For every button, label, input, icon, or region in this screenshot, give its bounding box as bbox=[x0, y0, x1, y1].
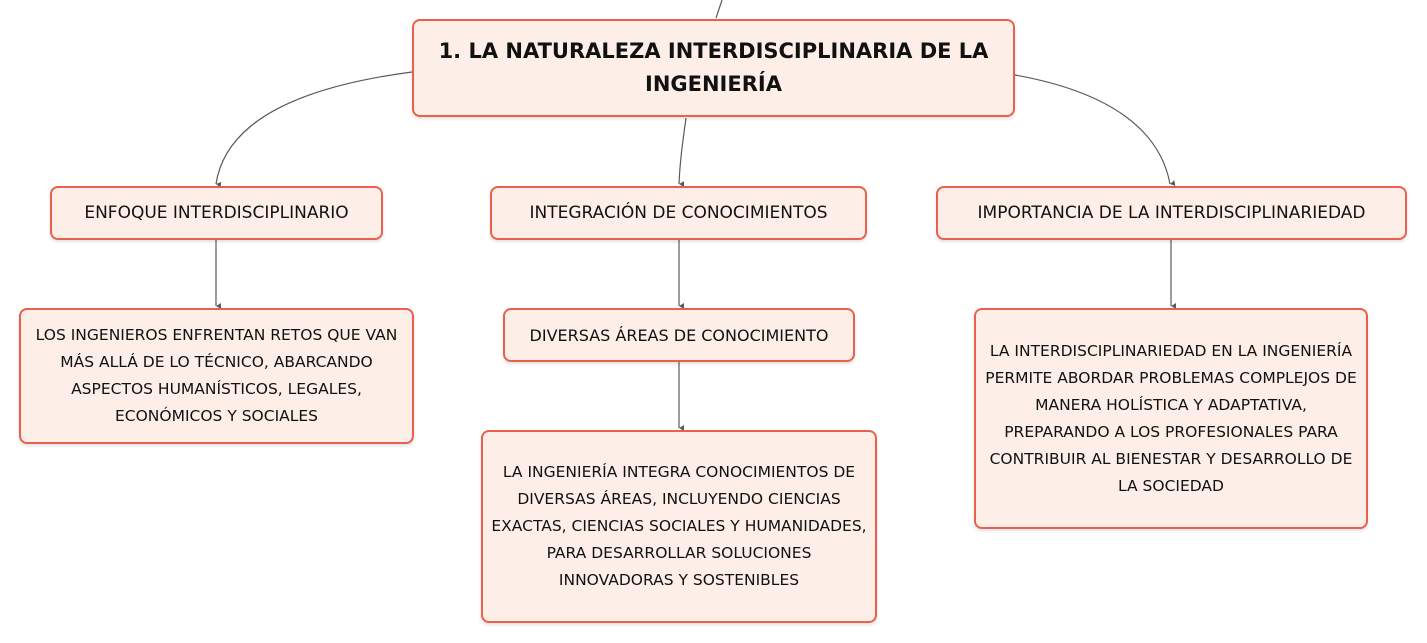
connector-incoming-root bbox=[716, 0, 722, 18]
topic-node-integracion-conocimientos[interactable] bbox=[490, 186, 867, 240]
topic-node-enfoque-interdisciplinario[interactable] bbox=[50, 186, 383, 240]
connector-root-integracion bbox=[679, 118, 686, 184]
subtopic-label: DIVERSAS ÁREAS DE CONOCIMIENTO bbox=[529, 325, 829, 345]
detail-node-integra-conocimientos[interactable] bbox=[481, 430, 877, 623]
detail-node-retos[interactable] bbox=[19, 308, 414, 444]
root-node[interactable] bbox=[412, 19, 1015, 117]
topic-label: ENFOQUE INTERDISCIPLINARIO bbox=[84, 203, 349, 223]
subtopic-node-diversas-areas[interactable] bbox=[503, 308, 855, 362]
detail-text: LA INTERDISCIPLINARIEDAD EN LA INGENIERÍA PERMITE ABORDAR PROBLEMAS COMPLEJOS DE MANERA HOLÍSTICA Y ADAPTATIVA, PREPARANDO A LOS PROFESIONALES PARA CONTRIBUIR AL BIENESTAR Y DESARROLLO DE LA SOCIEDAD bbox=[985, 341, 1357, 495]
topic-label: IMPORTANCIA DE LA INTERDISCIPLINARIEDAD bbox=[977, 203, 1366, 223]
detail-text: LA INGENIERÍA INTEGRA CONOCIMIENTOS DE DIVERSAS ÁREAS, INCLUYENDO CIENCIAS EXACTAS, CIENCIAS SOCIALES Y HUMANIDADES, PARA DESARROLLAR SOLUCIONES INNOVADORAS Y SOSTENIBLES bbox=[491, 463, 867, 589]
topic-node-importancia-interdisciplinariedad[interactable] bbox=[936, 186, 1407, 240]
connector-root-importancia bbox=[1015, 75, 1170, 184]
connector-root-enfoque bbox=[216, 72, 412, 184]
detail-node-holistica[interactable] bbox=[974, 308, 1368, 529]
topic-label: INTEGRACIÓN DE CONOCIMIENTOS bbox=[529, 203, 828, 223]
detail-text: LOS INGENIEROS ENFRENTAN RETOS QUE VAN MÁS ALLÁ DE LO TÉCNICO, ABARCANDO ASPECTOS HUMANÍSTICOS, LEGALES, ECONÓMICOS Y SOCIALES bbox=[35, 326, 398, 425]
root-title: 1. LA NATURALEZA INTERDISCIPLINARIA DE LA INGENIERÍA bbox=[438, 39, 989, 96]
